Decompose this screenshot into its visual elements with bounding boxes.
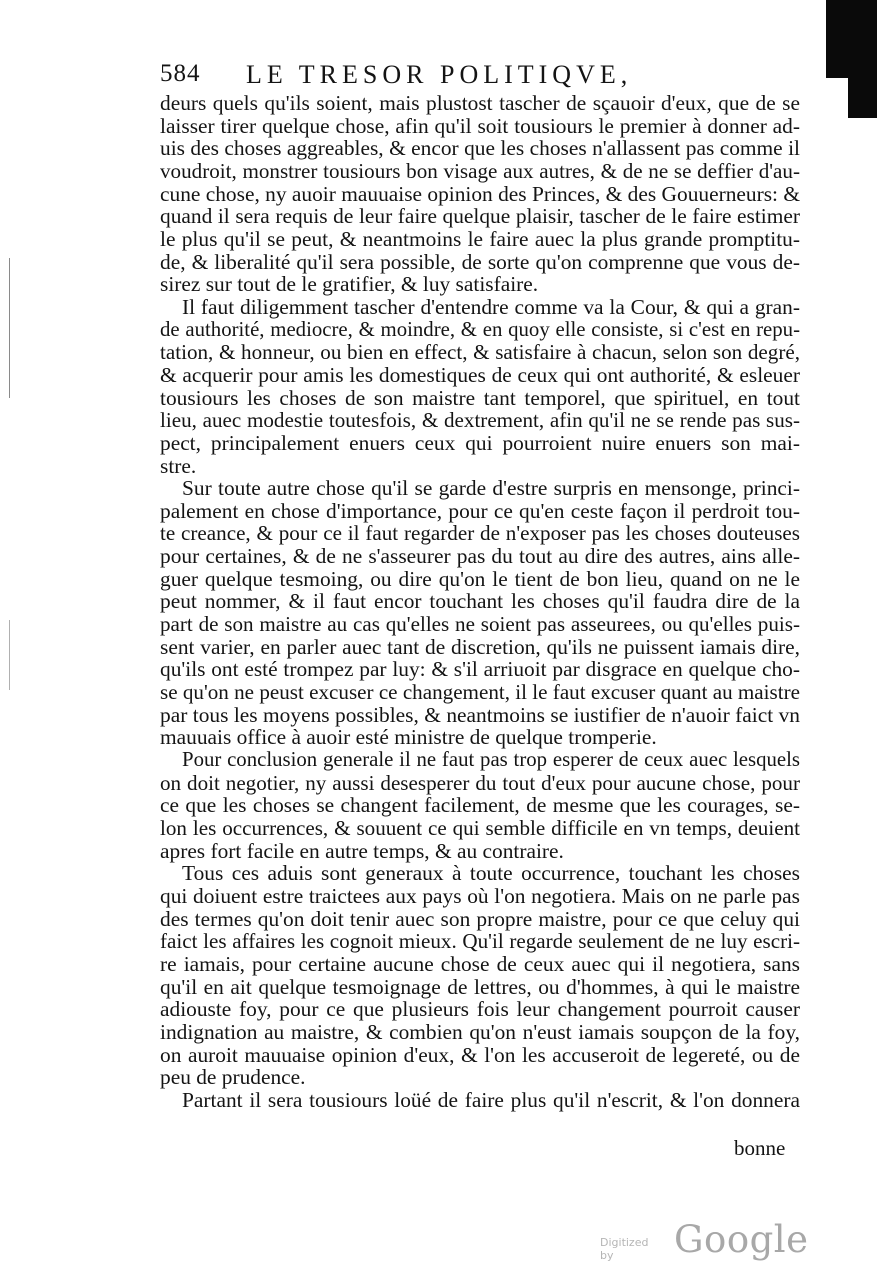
text-line: des termes qu'on doit tenir auec son propre maistre, pour ce que celuy qui [160, 906, 800, 931]
scan-margin-mark-lower [9, 620, 10, 690]
text-line: le plus qu'il se peut, & neantmoins le faire auec la plus grande promptitu- [160, 226, 800, 251]
text-line: lieu, auec modestie toutesfois, & dextrement, afin qu'il ne se rende pas sus- [160, 408, 800, 433]
text-line: pour certaines, & de ne s'asseurer pas du tout au dire des autres, ains alle- [160, 544, 800, 569]
google-logo: Google [674, 1218, 809, 1261]
text-line: re iamais, pour certaine aucune chose de ceux auec qui il negotiera, sans [160, 951, 800, 976]
text-line: deurs quels qu'ils soient, mais plustost tascher de sçauoir d'eux, que de se [160, 91, 800, 115]
text-line: on doit negotier, ny aussi desesperer du tout d'eux pour aucune chose, pour [160, 770, 800, 795]
text-line: par tous les moyens possibles, & neantmoins se iustifier de n'auoir faict vn [160, 702, 800, 727]
text-line: laisser tirer quelque chose, afin qu'il soit tousiours le premier à donner ad- [160, 113, 800, 138]
text-line: peu de prudence. [160, 1065, 306, 1090]
text-line: de, & liberalité qu'il sera possible, de sorte qu'on comprenne que vous de- [160, 249, 800, 274]
text-line: te creance, & pour ce il faut regarder de n'exposer pas les choses douteuses [160, 521, 800, 546]
text-line: part de son maistre au cas qu'elles ne soient pas asseurees, ou qu'elles puis- [160, 612, 800, 637]
text-line: stre. [160, 453, 197, 478]
page-header [160, 60, 800, 92]
scan-edge-shadow-lower [848, 78, 877, 118]
running-head: LE TRESOR POLITIQVE, [246, 60, 633, 89]
text-line: indignation au maistre, & combien qu'on n'eust iamais soupçon de la foy, [160, 1019, 800, 1044]
text-line: sirez sur tout de le gratifier, & luy satisfaire. [160, 272, 539, 297]
text-line: peut nommer, & il faut encor touchant les choses qu'il faudra dire de la [160, 589, 800, 614]
text-line: guer quelque tesmoing, ou dire qu'on le tient de bon lieu, quand on ne le [160, 566, 800, 591]
catchword: bonne [734, 1136, 786, 1160]
body-text [160, 92, 800, 1112]
text-line: se qu'on ne peust excuser ce changement, il le faut excuser quant au maistre [160, 680, 800, 705]
text-line: voudroit, monstrer tousiours bon visage aux autres, & de ne se deffier d'au- [160, 158, 800, 183]
text-line: palement en chose d'importance, pour ce qu'en ceste façon il perdroit tou- [160, 498, 800, 523]
watermark-caption: Digitized by [600, 1236, 649, 1262]
text-line: uis des choses aggreables, & encor que les choses n'allassent pas comme il [160, 136, 800, 161]
page-number: 584 [160, 60, 201, 87]
text-line: cune chose, ny auoir mauuaise opinion des Princes, & des Gouuerneurs: & [160, 181, 800, 206]
scan-margin-mark [9, 258, 10, 398]
paragraph-first-line: Partant il sera tousiours loüé de faire plus qu'il n'escrit, & l'on donnera [182, 1087, 800, 1112]
text-line: apres fort facile en autre temps, & au contraire. [160, 838, 564, 863]
text-line: ce que les choses se changent facilement, de mesme que les courages, se- [160, 793, 800, 818]
text-line: qu'ils ont esté trompez par luy: & s'il arriuoit par disgrace en quelque cho- [160, 657, 800, 682]
text-line: lon les occurrences, & souuent ce qui semble difficile en vn temps, deuient [160, 816, 800, 840]
paragraph-first-line: Sur toute autre chose qu'il se garde d'estre surpris en mensonge, princi- [182, 476, 800, 501]
text-line: qu'il en ait quelque tesmoignage de lettres, ou d'hommes, à qui le maistre [160, 974, 800, 999]
text-line: sent varier, en parler auec tant de discretion, qu'ils ne puissent iamais dire, [160, 634, 800, 659]
text-line: on auroit mauuaise opinion d'eux, & l'on les accuseroit de legereté, ou de [160, 1042, 800, 1067]
scan-edge-shadow [826, 0, 877, 78]
text-line: faict les affaires les cognoit mieux. Qu'il regarde seulement de ne luy escri- [160, 929, 800, 954]
text-line: qui doiuent estre traictees aux pays où l'on negotiera. Mais on ne parle pas [160, 883, 800, 908]
text-line: & acquerir pour amis les domestiques de ceux qui ont authorité, & esleuer [160, 362, 800, 387]
paragraph-first-line: Il faut diligemment tascher d'entendre comme va la Cour, & qui a gran- [182, 294, 800, 319]
text-line: mauuais office à auoir esté ministre de quelque tromperie. [160, 725, 657, 750]
text-line: tation, & honneur, ou bien en effect, & satisfaire à chacun, selon son degré, [160, 340, 800, 365]
text-line: adiouste foy, pour ce que plusieurs fois leur changement pourroit causer [160, 997, 800, 1022]
text-line: pect, principalement enuers ceux qui pourroient nuire enuers son mai- [160, 430, 800, 455]
paragraph-first-line: Pour conclusion generale il ne faut pas trop esperer de ceux auec lesquels [182, 748, 800, 772]
text-line: tousiours les choses de son maistre tant temporel, que spirituel, en tout [160, 385, 800, 410]
paragraph-first-line: Tous ces aduis sont generaux à toute occurrence, touchant les choses [182, 861, 800, 886]
text-line: de authorité, mediocre, & moindre, & en quoy elle consiste, si c'est en repu- [160, 317, 800, 341]
text-line: quand il sera requis de leur faire quelque plaisir, tascher de le faire estimer [160, 204, 800, 229]
